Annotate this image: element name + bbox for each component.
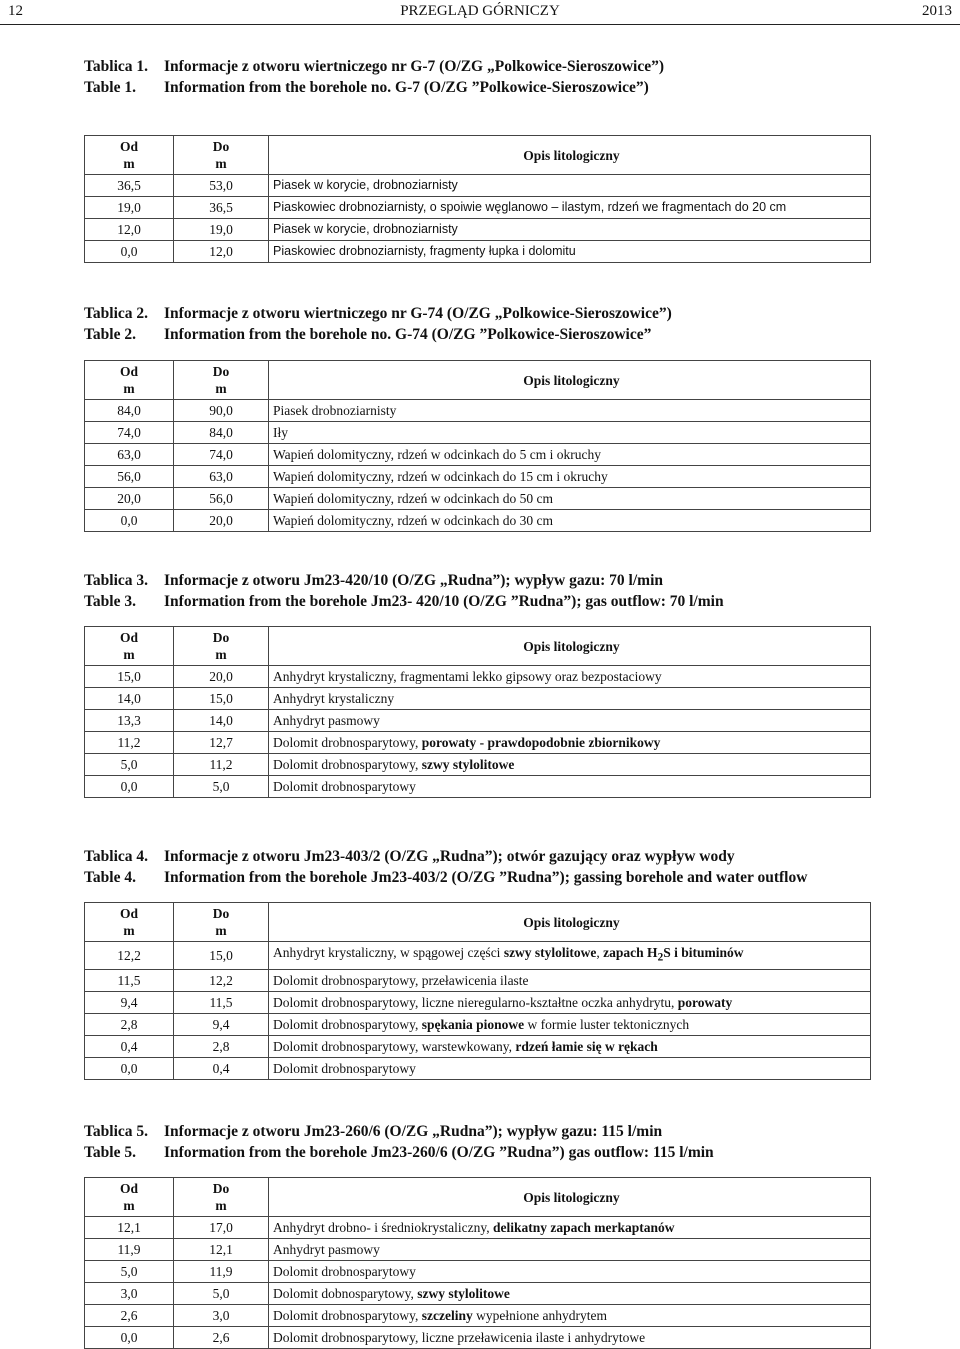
table-row [85,732,871,754]
col-description [269,903,871,942]
col-title: Od [119,139,138,154]
cell-description [269,732,871,754]
cell-to: 20,0 [174,510,269,532]
description-text: Anhydryt krystaliczny, w spągowej części [273,945,504,960]
description-text: Dolomit drobnosparytowy [273,1060,416,1076]
cell-description [269,400,871,422]
col-title: Opis litologiczny [523,372,620,388]
caption-text: Informacje z otworu Jm23-260/6 (O/ZG „Rudna”); wypływ gazu: 115 l/min [164,1123,663,1140]
table-row [85,1057,871,1079]
lithology-table [84,360,871,532]
cell-description [269,466,871,488]
description-text: Dolomit drobnosparytowy [273,779,416,794]
table-row [85,488,871,510]
caption-label: Table 4. [84,869,136,886]
caption-en [84,1142,944,1163]
description-text: Wapień dolomityczny, rdzeń w odcinkach do 30 cm [273,513,553,528]
cell-to: 36,5 [174,197,269,219]
table-caption [84,56,944,98]
description-text: Piaskowiec drobnoziarnisty, fragmenty łupka i dolomitu [273,244,576,258]
col-from [85,903,174,942]
cell-to: 63,0 [174,466,269,488]
cell-from: 84,0 [85,400,174,422]
table-caption [84,570,944,612]
table-header-row [85,1178,871,1217]
caption-text: Information from the borehole Jm23-403/2 (O/ZG ”Rudna”); gassing borehole and water outflow [164,869,808,886]
col-unit: m [123,381,135,396]
emphasis-text: porowaty - prawdopodobnie zbiornikowy [421,735,661,750]
caption-label: Tablica 5. [84,1123,149,1140]
table-row [85,1035,871,1057]
col-to [174,627,269,666]
cell-description [269,1057,871,1079]
col-unit: m [123,923,135,938]
col-title: Do [212,906,230,921]
table-row [85,969,871,991]
col-title: Do [212,630,230,645]
cell-to: 5,0 [174,776,269,798]
cell-description [269,1283,871,1305]
cell-to: 11,9 [174,1261,269,1283]
emphasis-text: spękania pionowe [421,1016,525,1032]
cell-description [269,776,871,798]
col-title: Do [212,364,230,379]
table-caption [84,303,944,345]
cell-to: 20,0 [174,666,269,688]
cell-from: 5,0 [85,1261,174,1283]
description-text: Piasek w korycie, drobnoziarnisty [273,222,458,236]
caption-label: Table 5. [84,1144,136,1161]
description-text: Dolomit drobnosparytowy, [273,735,422,750]
caption-pl [84,570,944,591]
cell-from: 3,0 [85,1283,174,1305]
caption-label: Tablica 4. [84,848,149,865]
caption-label: Tablica 2. [84,305,149,322]
table-row [85,688,871,710]
lithology-table [84,1177,871,1349]
cell-to: 17,0 [174,1217,269,1239]
cell-description [269,1035,871,1057]
lithology-table [84,902,871,1080]
cell-to: 12,7 [174,732,269,754]
cell-from: 20,0 [85,488,174,510]
cell-to: 90,0 [174,400,269,422]
cell-to: 12,2 [174,969,269,991]
col-from [85,627,174,666]
col-unit: m [215,156,227,171]
cell-from: 2,6 [85,1305,174,1327]
table-row [85,776,871,798]
description-text: Dolomit drobnosparytowy, [273,757,422,772]
cell-from: 74,0 [85,422,174,444]
header-rule [0,24,960,25]
col-title: Opis litologiczny [523,147,620,163]
caption-text: Information from the borehole Jm23- 420/10 (O/ZG ”Rudna”); gas outflow: 70 l/min [164,593,724,610]
emphasis-text: porowaty [677,994,733,1010]
description-text: Anhydryt krystaliczny, fragmentami lekko gipsowy oraz bezpostaciowy [273,669,662,684]
cell-to: 11,2 [174,754,269,776]
cell-to: 2,6 [174,1327,269,1349]
cell-to: 74,0 [174,444,269,466]
caption-text: Informacje z otworu wiertniczego nr G-7 (O/ZG „Polkowice-Sieroszowice”) [164,58,665,75]
col-to [174,903,269,942]
cell-description [269,510,871,532]
year: 2013 [922,3,952,19]
emphasis-text: delikatny zapach merkaptanów [492,1220,675,1235]
col-description [269,1178,871,1217]
col-unit: m [123,156,135,171]
cell-description [269,1217,871,1239]
page-header [0,0,960,24]
col-unit: m [215,381,227,396]
table-caption [84,846,944,888]
cell-to: 12,0 [174,241,269,263]
cell-from: 12,2 [85,942,174,970]
cell-from: 0,0 [85,510,174,532]
table-row [85,510,871,532]
cell-description [269,666,871,688]
col-unit: m [215,1198,227,1213]
cell-to: 11,5 [174,991,269,1013]
cell-description [269,1261,871,1283]
table-row [85,1283,871,1305]
cell-to: 0,4 [174,1057,269,1079]
table-row [85,1239,871,1261]
description-text: Anhydryt drobno- i średniokrystaliczny, [273,1220,493,1235]
col-title: Od [119,630,138,645]
table-row [85,1217,871,1239]
emphasis-text: rdzeń łamie się w rękach [515,1038,658,1054]
description-text: Dolomit drobnosparytowy, liczne nieregularno-kształtne oczka anhydrytu, [273,994,678,1010]
lithology-table [84,135,871,263]
description-text: Piaskowiec drobnoziarnisty, o spoiwie węglanowo – ilastym, rdzeń we fragmentach do 20 cm [273,200,787,214]
emphasis-text: S i bituminów [663,945,744,960]
caption-text: Information from the borehole no. G-74 (O/ZG ”Polkowice-Sieroszowice” [164,326,652,343]
col-title: Od [119,364,138,379]
description-text: Anhydryt krystaliczny [273,691,395,706]
caption-text: Information from the borehole Jm23-260/6 (O/ZG ”Rudna”) gas outflow: 115 l/min [164,1144,714,1161]
cell-from: 2,8 [85,1013,174,1035]
cell-from: 63,0 [85,444,174,466]
table-row [85,400,871,422]
cell-to: 2,8 [174,1035,269,1057]
cell-to: 15,0 [174,688,269,710]
table-row [85,1305,871,1327]
col-to [174,136,269,175]
cell-from: 36,5 [85,175,174,197]
description-text: Dolomit drobnosparytowy, [273,1016,422,1032]
caption-text: Information from the borehole no. G-7 (O/ZG ”Polkowice-Sieroszowice”) [164,79,649,96]
table-row [85,710,871,732]
caption-pl [84,846,944,867]
table-row [85,197,871,219]
col-from [85,136,174,175]
caption-text: Informacje z otworu wiertniczego nr G-74 (O/ZG „Polkowice-Sieroszowice”) [164,305,672,322]
cell-description [269,1327,871,1349]
col-description [269,627,871,666]
table-header-row [85,903,871,942]
emphasis-text: szwy stylolitowe [417,1286,510,1301]
table-row [85,466,871,488]
journal-name: PRZEGLĄD GÓRNICZY [400,3,560,19]
cell-to: 15,0 [174,942,269,970]
cell-description [269,219,871,241]
caption-en [84,324,944,345]
caption-en [84,77,944,98]
table-caption [84,1121,944,1163]
emphasis-text: szwy stylolitowe [503,945,597,960]
caption-label: Tablica 1. [84,58,149,75]
description-text: Dolomit dobnosparytowy, [273,1286,418,1301]
lithology-table [84,626,871,798]
cell-description [269,710,871,732]
table-row [85,219,871,241]
description-text: Dolomit drobnosparytowy [273,1264,416,1279]
col-title: Do [212,139,230,154]
description-text: Iły [273,425,288,440]
col-title: Do [212,1181,230,1196]
table-row [85,1327,871,1349]
table-row [85,444,871,466]
emphasis-text: zapach H [603,945,658,960]
table-row [85,942,871,970]
caption-label: Table 3. [84,593,136,610]
cell-from: 0,0 [85,241,174,263]
cell-description [269,444,871,466]
cell-from: 9,4 [85,991,174,1013]
col-from [85,361,174,400]
table-row [85,754,871,776]
cell-to: 9,4 [174,1013,269,1035]
caption-text: Informacje z otworu Jm23-403/2 (O/ZG „Rudna”); otwór gazujący oraz wypływ wody [164,848,735,865]
cell-to: 14,0 [174,710,269,732]
cell-from: 19,0 [85,197,174,219]
table-row [85,991,871,1013]
cell-description [269,175,871,197]
caption-en [84,867,944,888]
emphasis-text: szczeliny [421,1308,473,1323]
cell-from: 0,0 [85,1327,174,1349]
description-text: w formie luster tektonicznych [524,1016,690,1032]
cell-to: 56,0 [174,488,269,510]
col-unit: m [215,647,227,662]
cell-description [269,241,871,263]
table-header-row [85,361,871,400]
col-title: Opis litologiczny [523,1189,620,1205]
caption-label: Table 2. [84,326,136,343]
cell-description [269,488,871,510]
description-text: Dolomit drobnosparytowy, przeławicenia ilaste [273,972,529,988]
emphasis-text: szwy stylolitowe [421,757,515,772]
description-text: , [596,945,604,960]
cell-description [269,754,871,776]
table-row [85,1261,871,1283]
col-description [269,361,871,400]
table-row [85,666,871,688]
description-text: Anhydryt pasmowy [273,713,380,728]
cell-from: 5,0 [85,754,174,776]
cell-from: 11,2 [85,732,174,754]
col-unit: m [215,923,227,938]
caption-label: Tablica 3. [84,572,149,589]
description-text: Piasek drobnoziarnisty [273,403,397,418]
table-header-row [85,136,871,175]
col-title: Od [119,906,138,921]
table-row [85,175,871,197]
cell-from: 0,4 [85,1035,174,1057]
description-text: Anhydryt pasmowy [273,1242,380,1257]
cell-from: 0,0 [85,776,174,798]
caption-label: Table 1. [84,79,136,96]
description-text: wypełnione anhydrytem [472,1308,607,1323]
cell-to: 19,0 [174,219,269,241]
col-unit: m [123,1198,135,1213]
cell-from: 15,0 [85,666,174,688]
caption-pl [84,303,944,324]
cell-from: 11,9 [85,1239,174,1261]
cell-to: 12,1 [174,1239,269,1261]
page-number: 12 [8,3,23,19]
cell-description [269,969,871,991]
col-title: Od [119,1181,138,1196]
col-unit: m [123,647,135,662]
cell-from: 12,1 [85,1217,174,1239]
cell-description [269,942,871,970]
table-row [85,241,871,263]
description-text: Dolomit drobnosparytowy, warstewkowany, [273,1038,516,1054]
cell-from: 11,5 [85,969,174,991]
cell-description [269,1239,871,1261]
description-text: Dolomit drobnosparytowy, liczne przeławicenia ilaste i anhydrytowe [273,1330,646,1345]
table-header-row [85,627,871,666]
description-text: Piasek w korycie, drobnoziarnisty [273,178,458,192]
caption-text: Informacje z otworu Jm23-420/10 (O/ZG „Rudna”); wypływ gazu: 70 l/min [164,572,663,589]
cell-description [269,991,871,1013]
cell-description [269,1013,871,1035]
description-text: Wapień dolomityczny, rdzeń w odcinkach do 15 cm i okruchy [273,469,608,484]
col-from [85,1178,174,1217]
cell-description [269,197,871,219]
cell-from: 13,3 [85,710,174,732]
cell-from: 14,0 [85,688,174,710]
cell-to: 84,0 [174,422,269,444]
table-row [85,1013,871,1035]
cell-to: 3,0 [174,1305,269,1327]
cell-from: 56,0 [85,466,174,488]
cell-to: 53,0 [174,175,269,197]
col-title: Opis litologiczny [523,914,620,930]
cell-to: 5,0 [174,1283,269,1305]
table-row [85,422,871,444]
col-title: Opis litologiczny [523,638,620,654]
col-description [269,136,871,175]
cell-from: 0,0 [85,1057,174,1079]
cell-description [269,688,871,710]
cell-description [269,422,871,444]
emphasis-text: 2 [657,951,664,964]
description-text: Wapień dolomityczny, rdzeń w odcinkach do 50 cm [273,491,553,506]
caption-en [84,591,944,612]
caption-pl [84,56,944,77]
cell-from: 12,0 [85,219,174,241]
cell-description [269,1305,871,1327]
description-text: Dolomit drobnosparytowy, [273,1308,422,1323]
col-to [174,361,269,400]
description-text: Wapień dolomityczny, rdzeń w odcinkach do 5 cm i okruchy [273,447,601,462]
caption-pl [84,1121,944,1142]
col-to [174,1178,269,1217]
